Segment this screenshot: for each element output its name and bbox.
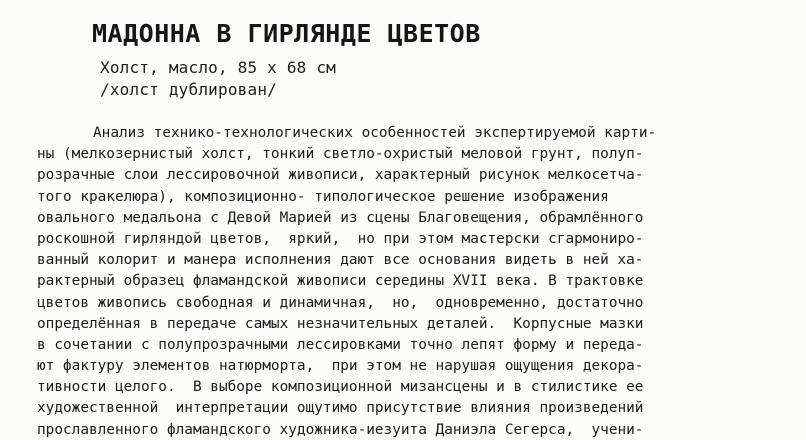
text-line: прославленного фламандского художника-иезуита Даниэла Сегерса, учени- <box>37 421 644 438</box>
text-line: ют фактуру элементов натюрморта, при этом не нарушая ощущения декора- <box>37 358 644 375</box>
text-line: цветов живопись свободная и динамичная, но, одновременно, достаточно <box>37 294 644 311</box>
document-title: МАДОННА В ГИРЛЯНДЕ ЦВЕТОВ <box>92 19 481 48</box>
text-line: рактерный образец фламандской живописи середины XVII века. В трактовке <box>37 273 644 290</box>
text-line: в сочетании с полупрозрачными лессировками точно лепят форму и переда- <box>37 336 644 353</box>
text-line: роскошной гирляндой цветов, яркий, но при этом мастерски сгармониро- <box>37 230 644 247</box>
text-line: того кракелюра), композиционно- типологическое решение изображения <box>37 188 609 205</box>
text-line: овального медальона с Девой Марией из сцены Благовещения, обрамлённого <box>37 209 644 226</box>
text-line: Анализ технико-технологических особенностей экспертируемой карти- <box>93 125 657 141</box>
text-line: определённая в передаче самых незначительных деталей. Корпусные мазки <box>37 315 644 332</box>
text-line: тивности целого. В выборе композиционной мизансцены и в стилистике ее <box>37 379 644 396</box>
medium-dimensions: Холст, масло, 85 х 68 см <box>100 58 336 77</box>
body-paragraph <box>37 123 765 440</box>
text-line: розрачные слои лессировочной живописи, характерный рисунок мелкосетча- <box>37 167 644 184</box>
text-line: ванный колорит и манера исполнения дают все основания видеть в ней ха- <box>37 252 644 269</box>
canvas-note: /холст дублирован/ <box>100 80 277 99</box>
text-line: художественной интерпретации ощутимо присутствие влияния произведений <box>37 400 644 417</box>
text-line: ны (мелкозернистый холст, тонкий светло-охристый меловой грунт, полуп- <box>37 146 644 163</box>
